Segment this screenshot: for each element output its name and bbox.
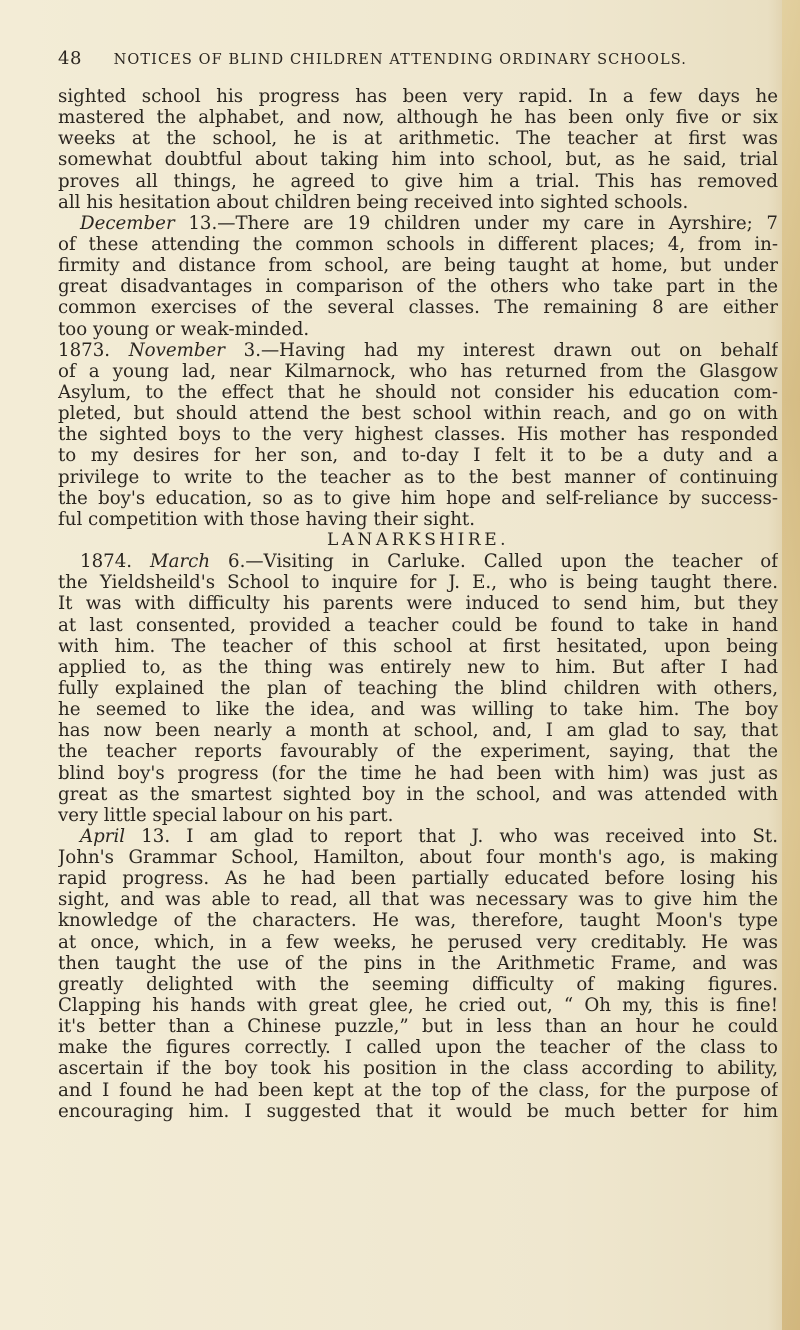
body-text	[58, 86, 778, 1122]
text-line: ful competition with those having their sight.	[58, 508, 476, 530]
text-line	[58, 213, 778, 234]
running-head	[58, 48, 778, 74]
text-line: proves all things, he agreed to give him a trial. This has removed	[58, 170, 778, 192]
text-line: at last consented, provided a teacher could be found to take in hand	[58, 614, 778, 636]
text-line: somewhat doubtful about taking him into school, but, as he said, trial	[58, 149, 778, 171]
text-line: at once, which, in a few weeks, he perused very creditably. He was	[58, 931, 778, 953]
entry-date-italic: April	[80, 825, 126, 847]
text-line: applied to, as the thing was entirely new to him. But after I had	[58, 656, 778, 678]
text-line: of a young lad, near Kilmarnock, who has returned from the Glasgow	[58, 360, 778, 382]
text-line: the boy's education, so as to give him hope and self-reliance by success-	[58, 487, 778, 509]
text-line: sight, and was able to read, all that was necessary was to give him the	[58, 889, 778, 911]
section-heading: LANARKSHIRE.	[326, 529, 510, 550]
text-line: firmity and distance from school, are being taught at home, but under	[58, 255, 778, 277]
text-line: the teacher reports favourably of the experiment, saying, that the	[58, 741, 778, 763]
text-line: very little special labour on his part.	[58, 804, 394, 826]
entry-date-italic: November	[128, 339, 225, 361]
text-line: privilege to write to the teacher as to the best manner of continuing	[58, 466, 778, 488]
text-run: 13.—There are 19 children under my care in Ayrshire; 7	[174, 212, 778, 234]
text-line: he seemed to like the idea, and was willing to take him. The boy	[58, 699, 778, 721]
text-line: Clapping his hands with great glee, he cried out, “ Oh my, this is fine!	[58, 995, 778, 1017]
text-line: of these attending the common schools in different places; 4, from in-	[58, 233, 778, 255]
text-line: common exercises of the several classes. The remaining 8 are either	[58, 297, 778, 319]
text-line: pleted, but should attend the best school within reach, and go on with	[58, 403, 778, 425]
text-line: all his hesitation about children being received into sighted schools.	[58, 191, 689, 213]
text-line: the Yieldsheild's School to inquire for J. E., who is being taught there.	[58, 572, 778, 594]
text-line: ascertain if the boy took his position in the class according to ability,	[58, 1058, 778, 1080]
page-edge-stain	[782, 0, 800, 1330]
text-line: too young or weak-minded.	[58, 318, 310, 340]
entry-date-italic: March	[150, 551, 211, 573]
text-run: 6.—Visiting in Carluke. Called upon the teacher of	[210, 551, 778, 573]
text-line: greatly delighted with the seeming difficulty of making figures.	[58, 973, 778, 995]
text-line	[58, 551, 778, 572]
text-line: sighted school his progress has been very rapid. In a few days he	[58, 86, 778, 107]
entry-date-italic: December	[80, 212, 175, 234]
text-line: make the figures correctly. I called upon the teacher of the class to	[58, 1037, 778, 1059]
text-line: It was with difficulty his parents were induced to send him, but they	[58, 593, 778, 615]
text-line: blind boy's progress (for the time he had been with him) was just as	[58, 762, 778, 784]
text-line: it's better than a Chinese puzzle,” but in less than an hour he could	[58, 1016, 778, 1038]
running-title: NOTICES OF BLIND CHILDREN ATTENDING ORDINARY SCHOOLS.	[113, 52, 687, 68]
text-line	[58, 826, 778, 847]
text-line: knowledge of the characters. He was, therefore, taught Moon's type	[58, 910, 778, 932]
text-line: the sighted boys to the very highest classes. His mother has responded	[58, 424, 778, 446]
text-line: weeks at the school, he is at arithmetic. The teacher at first was	[58, 128, 778, 150]
text-run: 3.—Having had my interest drawn out on behalf	[224, 339, 778, 361]
text-line: and I found he had been kept at the top of the class, for the purpose of	[58, 1079, 778, 1101]
text-line: great disadvantages in comparison of the others who take part in the	[58, 276, 778, 298]
page-number: 48	[58, 48, 82, 69]
text-line: then taught the use of the pins in the Arithmetic Frame, and was	[58, 952, 778, 974]
text-run: 13. I am glad to report that J. who was received into St.	[125, 825, 778, 847]
text-line	[58, 340, 778, 361]
text-line: encouraging him. I suggested that it would be much better for him	[58, 1100, 778, 1122]
text-line: John's Grammar School, Hamilton, about four month's ago, is making	[58, 847, 778, 869]
text-run: 1873.	[58, 339, 129, 361]
text-line: fully explained the plan of teaching the blind children with others,	[58, 677, 778, 699]
text-line: rapid progress. As he had been partially educated before losing his	[58, 868, 778, 890]
text-line: with him. The teacher of this school at first hesitated, upon being	[58, 635, 778, 657]
text-line: has now been nearly a month at school, and, I am glad to say, that	[58, 720, 778, 742]
text-line: to my desires for her son, and to-day I felt it to be a duty and a	[58, 445, 778, 467]
text-run: 1874.	[80, 551, 151, 573]
text-line: great as the smartest sighted boy in the school, and was attended with	[58, 783, 778, 805]
text-line: Asylum, to the effect that he should not consider his education com-	[58, 381, 778, 403]
text-line: mastered the alphabet, and now, although he has been only five or six	[58, 107, 778, 129]
